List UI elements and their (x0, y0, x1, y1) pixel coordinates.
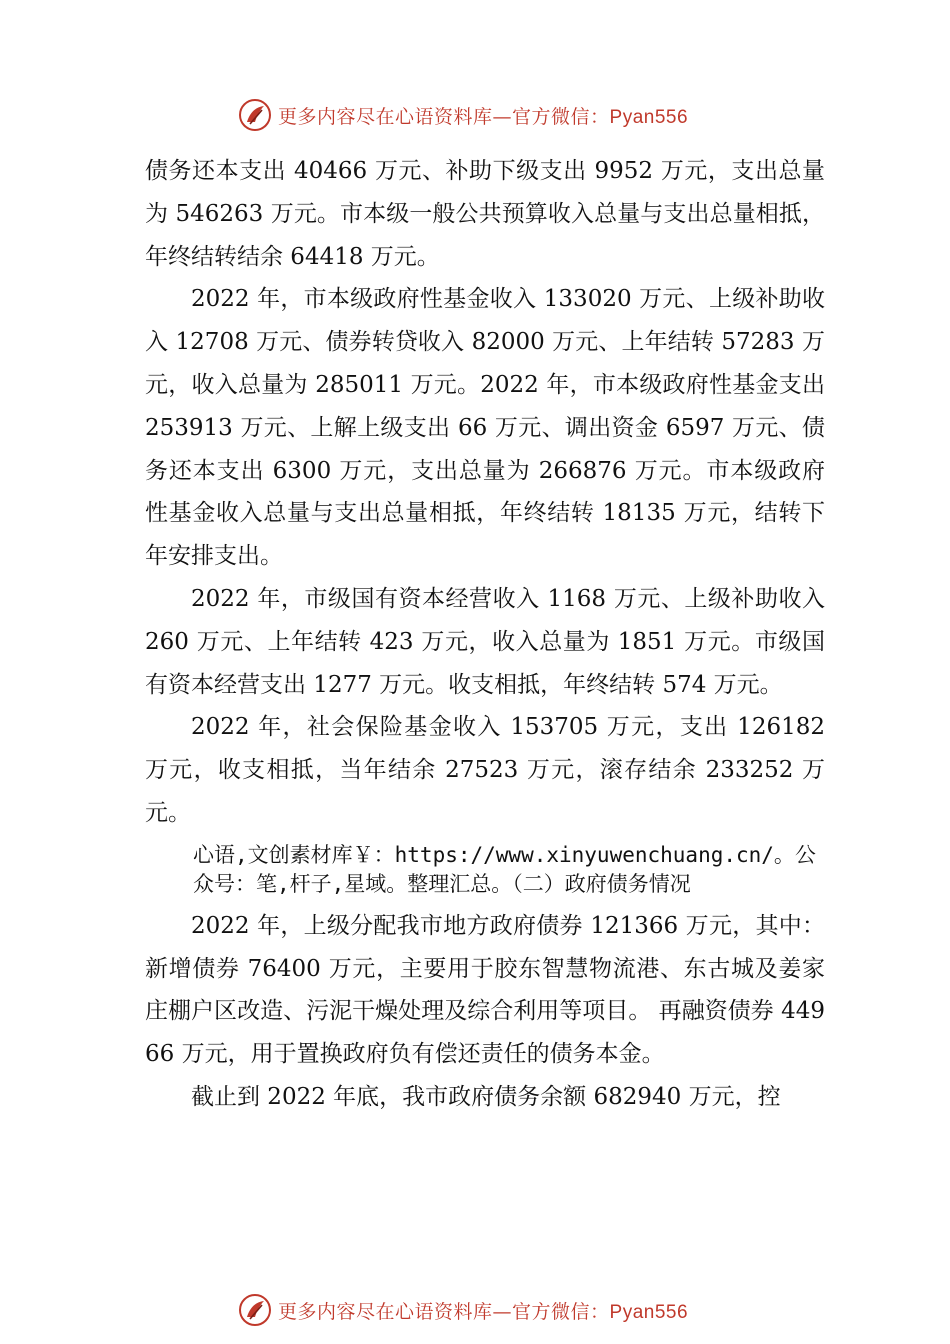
paragraph-1: 债务还本支出 40466 万元、补助下级支出 9952 万元，支出总量为 546263 万元。市本级一般公共预算收入总量与支出总量相抵，年终结转结余 64418 万元。 (145, 158, 825, 270)
banner-wechat-id: Pyan556 (609, 106, 689, 128)
paragraph-3: 2022 年，市级国有资本经营收入 1168 万元、上级补助收入 260 万元、上年结转 423 万元，收入总量为 1851 万元。市级国有资本经营支出 1277 万元。收支相抵，年终结转 574 万元。 (145, 585, 825, 698)
paragraph-2: 2022 年，市本级政府性基金收入 133020 万元、上级补助收入 12708 万元、债券转贷收入 82000 万元、上年结转 57283 万元，收入总量为 285011 万元。2022 年，市本级政府性基金支出 253913 万元、上解上级支出 66 万元、调出资金 6597 万元、债务还本支出 6300 万元，支出总量为 266876 万元。市本级政府性基金收入总量与支出总量相抵，年终结转 18135 万元，结转下年安排支出。 (145, 286, 825, 570)
paragraph-6: 截止到 2022 年底，我市政府债务余额 682940 万元，控 (191, 1083, 781, 1110)
logo-icon (238, 1293, 272, 1327)
header-banner (238, 95, 758, 135)
logo-icon (238, 98, 272, 132)
paragraph-5: 2022 年，上级分配我市地方政府债券 121366 万元，其中：新增债券 76400 万元，主要用于胶东智慧物流港、东古城及姜家庄棚户区改造、污泥干燥处理及综合利用等项目。 再融资债券 44966 万元，用于置换政府负有偿还责任的债务本金。 (145, 912, 825, 1068)
banner-prefix: 更多内容尽在心语资料库—官方微信： (278, 1300, 610, 1323)
source-note: 心语,文创素材库￥：https://www.xinyuwenchuang.cn/。公众号：笔,杆子,星域。整理汇总。（二）政府债务情况 (193, 842, 816, 896)
document-body (145, 150, 825, 1119)
banner-prefix: 更多内容尽在心语资料库—官方微信： (278, 105, 610, 128)
paragraph-4: 2022 年，社会保险基金收入 153705 万元，支出 126182 万元，收支相抵，当年结余 27523 万元，滚存结余 233252 万元。 (145, 714, 825, 826)
banner-wechat-id: Pyan556 (609, 1301, 689, 1323)
footer-banner (238, 1290, 758, 1330)
banner-text (278, 102, 688, 129)
banner-text (278, 1297, 688, 1324)
